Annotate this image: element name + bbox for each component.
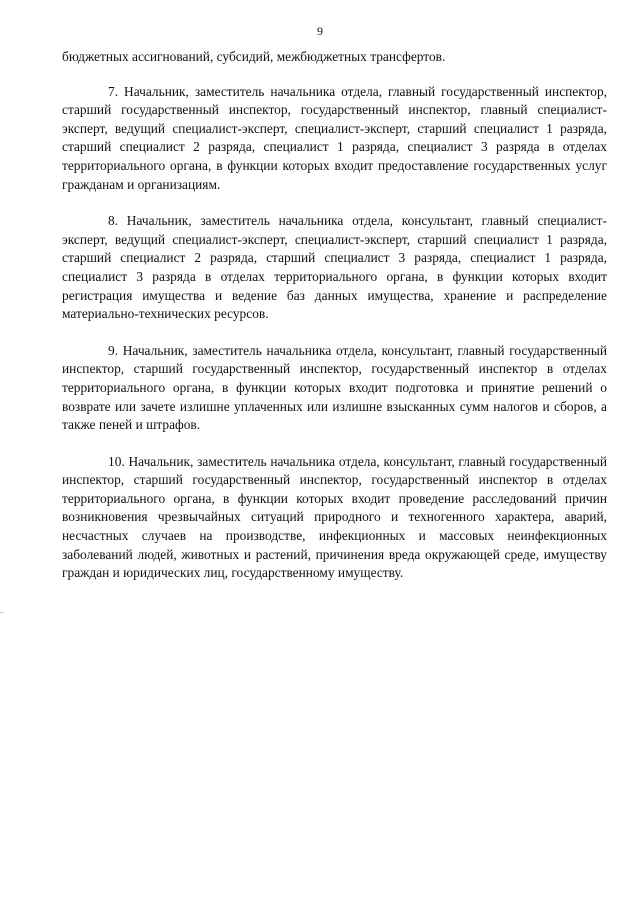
paragraph-item-9: 9. Начальник, заместитель начальника отдела, консультант, главный государственный инспектор, старший государственный инспектор, государственный инспектор в отделах территориального органа, в функции которых входит подготовка и принятие решений о возврате или зачете излишне уплаченных или излишне взысканных сумм налогов и сборов, а также пеней и штрафов. (62, 342, 607, 433)
continuation-paragraph: бюджетных ассигнований, субсидий, межбюджетных трансфертов. (62, 49, 446, 64)
paragraph-item-10: 10. Начальник, заместитель начальника отдела, консультант, главный государственный инспектор, старший государственный инспектор, государственный инспектор в отделах территориального органа, в функции которых входит проведение расследований причин возникновения чрезвычайных ситуаций природного и техногенного характера, аварий, несчастных случаев на производстве, инфекционных и массовых неинфекционных заболеваний людей, животных и растений, причинения вреда окружающей среде, имуществу граждан и юридических лиц, государственному имуществу. (62, 453, 607, 581)
page-number: 9 (317, 24, 323, 38)
scan-edge-mark (0, 612, 4, 613)
document-body (62, 48, 607, 583)
paragraph-item-7: 7. Начальник, заместитель начальника отдела, главный государственный инспектор, старший государственный инспектор, государственный инспектор, главный специалист-эксперт, ведущий специалист-эксперт, специалист-эксперт, старший специалист 1 разряда, старший специалист 2 разряда, специалист 1 разряда, специалист 3 разряда в отделах территориального органа, в функции которых входит предоставление государственных услуг гражданам и организациям. (62, 83, 607, 192)
paragraph-item-8: 8. Начальник, заместитель начальника отдела, консультант, главный специалист-эксперт, ведущий специалист-эксперт, специалист-эксперт, старший специалист 1 разряда, старший специалист 2 разряда, старший специалист 3 разряда, специалист 1 разряда, специалист 3 разряда в отделах территориального органа, в функции которых входит регистрация имущества и ведение баз данных имущества, хранение и распределение материально-технических ресурсов. (62, 213, 607, 322)
